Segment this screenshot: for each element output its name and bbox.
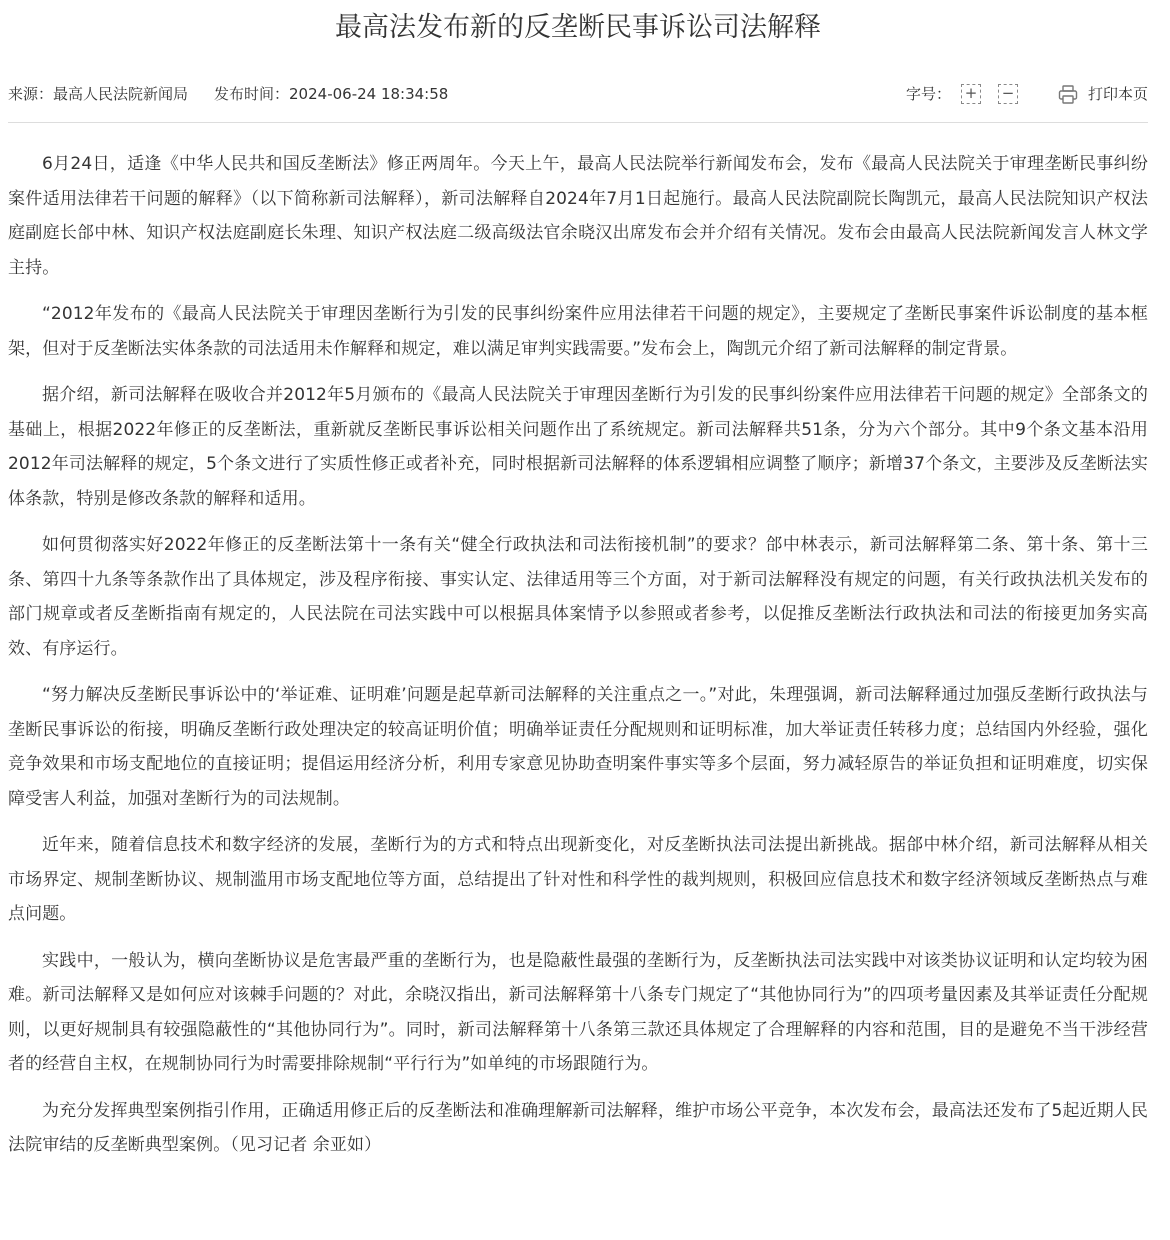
article-paragraph: 据介绍，新司法解释在吸收合并2012年5月颁布的《最高人民法院关于审理因垄断行为引发的民事纠纷案件应用法律若干问题的规定》全部条文的基础上，根据2022年修正的反垄断法，重新就反垄断民事诉讼相关问题作出了系统规定。新司法解释共51条，分为六个部分。其中9个条文基本沿用2012年司法解释的规定，5个条文进行了实质性修正或者补充，同时根据新司法解释的体系逻辑相应调整了顺序；新增37个条文，主要涉及反垄断法实体条款，特别是修改条款的解释和适用。 (8, 385, 1148, 509)
article-paragraph: “2012年发布的《最高人民法院关于审理因垄断行为引发的民事纠纷案件应用法律若干问题的规定》，主要规定了垄断民事案件诉讼制度的基本框架，但对于反垄断法实体条款的司法适用未作解释和规定，难以满足审判实践需要。”发布会上，陶凯元介绍了新司法解释的制定背景。 (8, 304, 1148, 359)
printer-icon (1058, 85, 1078, 104)
article-page (8, 0, 1148, 1175)
article-paragraph: 近年来，随着信息技术和数字经济的发展，垄断行为的方式和特点出现新变化，对反垄断执法司法提出新挑战。据郃中林介绍，新司法解释从相关市场界定、规制垄断协议、规制滥用市场支配地位等方面，总结提出了针对性和科学性的裁判规则，积极回应信息技术和数字经济领域反垄断热点与难点问题。 (8, 835, 1148, 924)
article-publish-time: 发布时间：2024-06-24 18:34:58 (214, 85, 449, 103)
article-paragraph: “努力解决反垄断民事诉讼中的‘举证难、证明难’问题是起草新司法解释的关注重点之一。”对此，朱理强调，新司法解释通过加强反垄断行政执法与垄断民事诉讼的衔接，明确反垄断行政处理决定的较高证明价值；明确举证责任分配规则和证明标准，加大举证责任转移力度；总结国内外经验，强化竞争效果和市场支配地位的直接证明；提倡运用经济分析，利用专家意见协助查明案件事实等多个层面，努力减轻原告的举证负担和证明难度，切实保障受害人利益，加强对垄断行为的司法规制。 (8, 685, 1148, 809)
article-paragraph: 6月24日，适逢《中华人民共和国反垄断法》修正两周年。今天上午，最高人民法院举行新闻发布会，发布《最高人民法院关于审理垄断民事纠纷案件适用法律若干问题的解释》（以下简称新司法解释），新司法解释自2024年7月1日起施行。最高人民法院副院长陶凯元，最高人民法院知识产权法庭副庭长郃中林、知识产权法庭副庭长朱理、知识产权法庭二级高级法官余晓汉出席发布会并介绍有关情况。发布会由最高人民法院新闻发言人林文学主持。 (8, 154, 1148, 278)
article-paragraph: 如何贯彻落实好2022年修正的反垄断法第十一条有关“健全行政执法和司法衔接机制”的要求？郃中林表示，新司法解释第二条、第十条、第十三条、第四十九条等条款作出了具体规定，涉及程序衔接、事实认定、法律适用等三个方面，对于新司法解释没有规定的问题，有关行政执法机关发布的部门规章或者反垄断指南有规定的，人民法院在司法实践中可以根据具体案情予以参照或者参考，以促推反垄断法行政执法和司法的衔接更加务实高效、有序运行。 (8, 535, 1148, 659)
font-size-label: 字号： (905, 85, 951, 103)
font-decrease-button[interactable]: − (998, 84, 1018, 104)
article-meta-left (8, 79, 448, 109)
font-increase-button[interactable]: + (961, 84, 981, 104)
article-paragraph: 为充分发挥典型案例指引作用，正确适用修正后的反垄断法和准确理解新司法解释，维护市场公平竞争，本次发布会，最高法还发布了5起近期人民法院审结的反垄断典型案例。（见习记者 余亚如） (8, 1100, 1148, 1155)
meta-divider (8, 122, 1148, 123)
print-label: 打印本页 (1087, 85, 1148, 103)
article-title: 最高法发布新的反垄断民事诉讼司法解释 (335, 12, 821, 43)
article-meta-bar (8, 79, 1148, 109)
article-paragraph: 实践中，一般认为，横向垄断协议是危害最严重的垄断行为，也是隐蔽性最强的垄断行为，反垄断执法司法实践中对该类协议证明和认定均较为困难。新司法解释又是如何应对该棘手问题的？对此，余晓汉指出，新司法解释第十八条专门规定了“其他协同行为”的四项考量因素及其举证责任分配规则，以更好规制具有较强隐蔽性的“其他协同行为”。同时，新司法解释第十八条第三款还具体规定了合理解释的内容和范围，目的是避免不当干涉经营者的经营自主权，在规制协同行为时需要排除规制“平行行为”如单纯的市场跟随行为。 (8, 950, 1148, 1074)
print-button[interactable] (1058, 79, 1148, 109)
article-body (8, 147, 1148, 1163)
article-source: 来源：最高人民法院新闻局 (8, 85, 189, 103)
article-tools (906, 79, 1148, 109)
